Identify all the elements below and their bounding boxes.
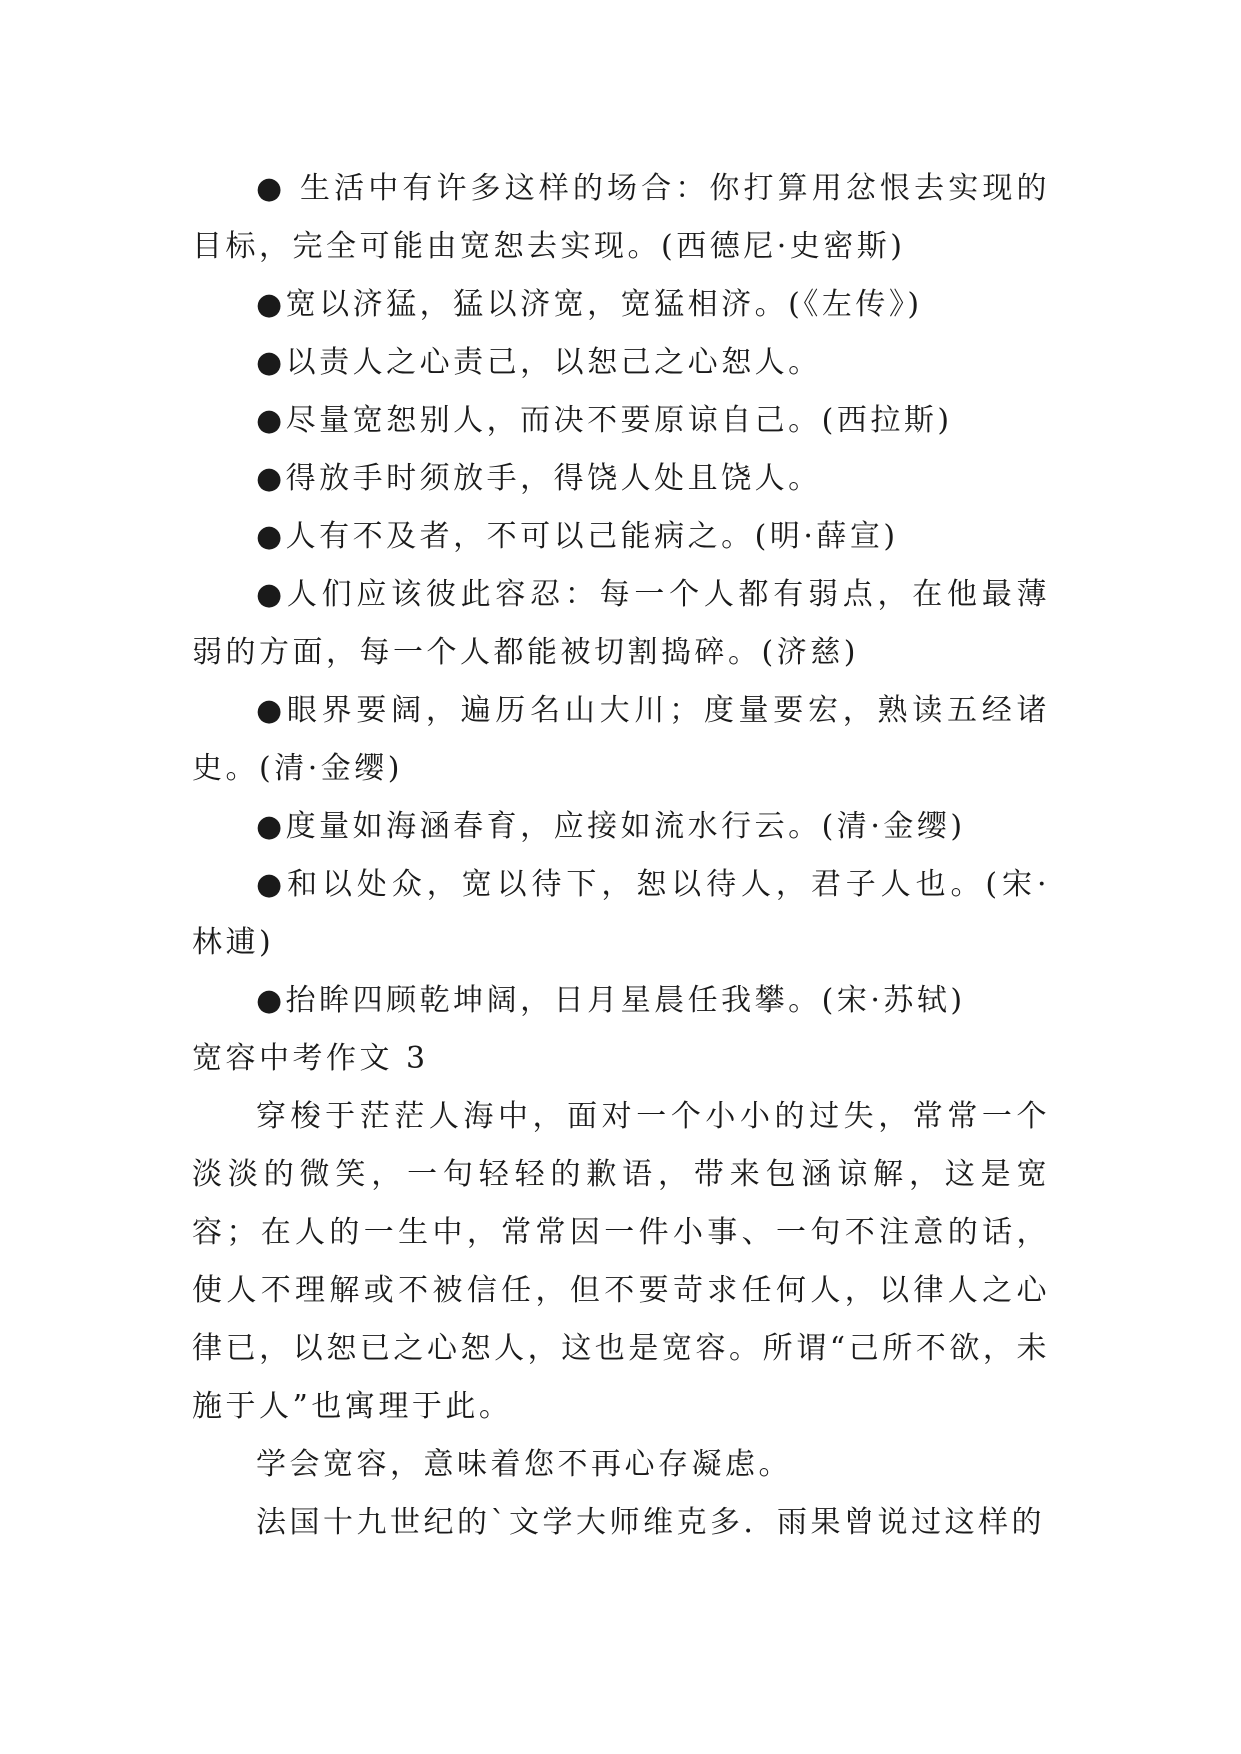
quote-item: ●人们应该彼此容忍：每一个人都有弱点，在他最薄弱的方面，每一个人都能被切割捣碎。(济慈) [192, 577, 1050, 670]
quote-item: ●眼界要阔，遍历名山大川；度量要宏，熟读五经诸史。(清·金缨) [192, 693, 1050, 786]
essay-paragraph: 法国十九世纪的`文学大师维克多．雨果曾说过这样的 [256, 1505, 1045, 1540]
essay-title: 宽容中考作文 3 [192, 1041, 429, 1076]
quote-item: ●宽以济猛，猛以济宽，宽猛相济。(《左传》) [256, 287, 923, 322]
essay-paragraph: 学会宽容，意味着您不再心存凝虑。 [256, 1447, 792, 1482]
quote-item: ● 生活中有许多这样的场合：你打算用忿恨去实现的目标，完全可能由宽恕去实现。(西德尼·史密斯) [192, 171, 1050, 264]
quote-item: ●度量如海涵春育，应接如流水行云。(清·金缨) [256, 809, 966, 844]
quote-item: ●人有不及者，不可以己能病之。(明·薛宣) [256, 519, 899, 554]
quote-item: ●以责人之心责己，以恕己之心恕人。 [256, 345, 822, 380]
quote-item: ●得放手时须放手，得饶人处且饶人。 [256, 461, 822, 496]
quote-item: ●尽量宽恕别人，而决不要原谅自己。(西拉斯) [256, 403, 953, 438]
essay-paragraph: 穿梭于茫茫人海中，面对一个小小的过失，常常一个淡淡的微笑，一句轻轻的歉语，带来包涵谅解，这是宽容；在人的一生中，常常因一件小事、一句不注意的话，使人不理解或不被信任，但不要苛求任何人，以律人之心律已，以恕已之心恕人，这也是宽容。所谓“己所不欲，未施于人”也寓理于此。 [192, 1099, 1050, 1424]
document-page [192, 160, 1050, 1552]
quote-item: ●和以处众，宽以待下，恕以待人，君子人也。(宋·林逋) [192, 867, 1050, 960]
quote-item: ●抬眸四顾乾坤阔，日月星晨任我攀。(宋·苏轼) [256, 983, 966, 1018]
